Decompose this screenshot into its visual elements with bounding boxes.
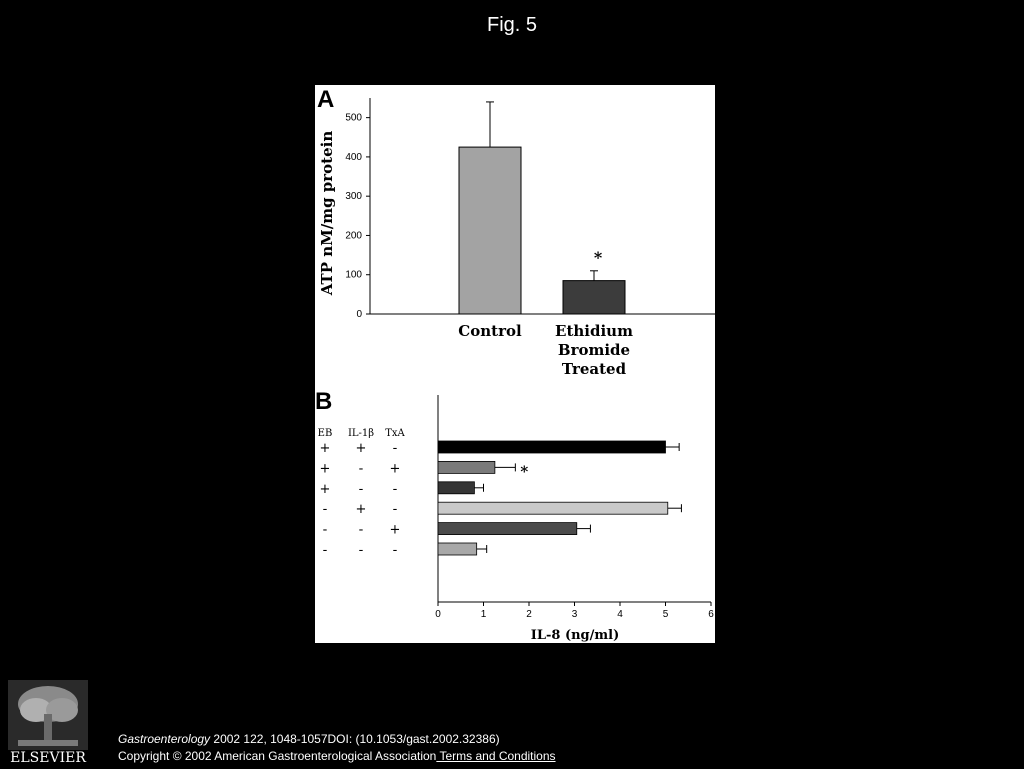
panel-a-y-tick-label: 0 [356,309,362,320]
panel-b-x-ticks [435,602,714,620]
elsevier-logo [8,680,88,764]
panel-b-bar [438,543,477,555]
panel-a-letter: A [317,86,335,113]
panel-a-y-tick-label: 100 [345,269,362,281]
panel-b-axes [438,395,711,602]
panel-b-sign: - [358,481,364,497]
panel-a-category-labels [458,322,633,378]
panel-b-sign: + [319,461,331,477]
figure-chart [315,85,715,643]
panel-a-significance-marker: * [593,247,603,267]
panel-b-bar [438,441,666,453]
panel-a-category-label: Bromide [557,341,631,359]
panel-b-chart [315,388,714,643]
panel-a-y-tick-label: 200 [345,230,362,242]
panel-b-sign: - [358,522,364,538]
panel-a-y-tick-label: 300 [345,191,362,203]
elsevier-tree-icon [8,680,88,764]
panel-a-y-ticks [345,113,370,320]
panel-b-row-headers [318,428,406,439]
panel-b-row-header: TxA [385,428,405,439]
citation-text: 2002 122, 1048-1057DOI: (10.1053/gast.2002.32386) [210,732,500,746]
panel-a-category-label: Control [458,322,522,340]
panel-a-bars [459,102,625,314]
panel-a-y-axis-label: ATP nM/mg protein [318,130,336,296]
figure-panel [315,85,715,643]
panel-b-bar [438,523,577,535]
panel-b-treatment-signs [320,441,401,558]
panel-b-sign: - [392,502,398,518]
panel-b-row-header: EB [317,428,333,439]
panel-a-category-label: Treated [561,360,627,378]
panel-a-bar [563,281,625,314]
panel-b-sign: + [355,502,367,518]
panel-b-sign: + [319,441,331,456]
panel-b-x-tick-label: 3 [571,609,578,620]
panel-a-axes [370,98,715,314]
panel-b-sign: - [322,502,328,518]
panel-a-y-tick-label: 500 [345,112,362,124]
panel-b-sign: - [392,481,398,497]
panel-b-sign: - [358,461,364,477]
panel-b-sign: + [389,522,401,538]
panel-b-x-tick-label: 1 [480,609,487,620]
panel-b-x-tick-label: 4 [617,609,623,620]
panel-b-row-header: IL-1β [347,428,375,439]
panel-b-significance-marker: * [520,462,529,481]
panel-b-sign: - [392,543,398,558]
panel-a-chart [317,86,715,378]
slide-title: Fig. 5 [486,14,538,36]
citation-footer [118,731,556,765]
panel-b-letter: B [315,388,333,415]
panel-b-x-tick-label: 6 [708,609,714,620]
elsevier-logo-text: ELSEVIER [10,750,86,764]
panel-b-sign: + [355,441,367,456]
panel-b-x-tick-label: 5 [662,609,669,620]
panel-b-sign: - [322,522,328,538]
panel-b-sign: - [392,441,398,456]
panel-a-category-label: Ethidium [555,322,633,340]
panel-b-bar [438,461,495,473]
panel-b-bars [438,441,681,555]
panel-b-x-tick-label: 0 [435,609,441,620]
citation-line [118,731,556,748]
copyright-text: Copyright © 2002 American Gastroenterological Association [118,749,437,763]
panel-b-sign: - [322,543,328,558]
panel-b-bar [438,502,668,514]
journal-name: Gastroenterology [118,732,211,746]
panel-b-sign: - [358,543,364,558]
panel-a-bar [459,147,521,314]
panel-b-x-axis-label: IL-8 (ng/ml) [530,628,620,643]
panel-a-y-tick-label: 400 [345,151,362,163]
panel-b-bar [438,482,474,494]
panel-b-sign: + [389,461,401,477]
panel-b-sign: + [319,481,331,497]
copyright-line [118,748,556,765]
panel-b-x-tick-label: 2 [526,609,532,620]
terms-and-conditions-link[interactable]: Terms and Conditions [436,749,556,763]
